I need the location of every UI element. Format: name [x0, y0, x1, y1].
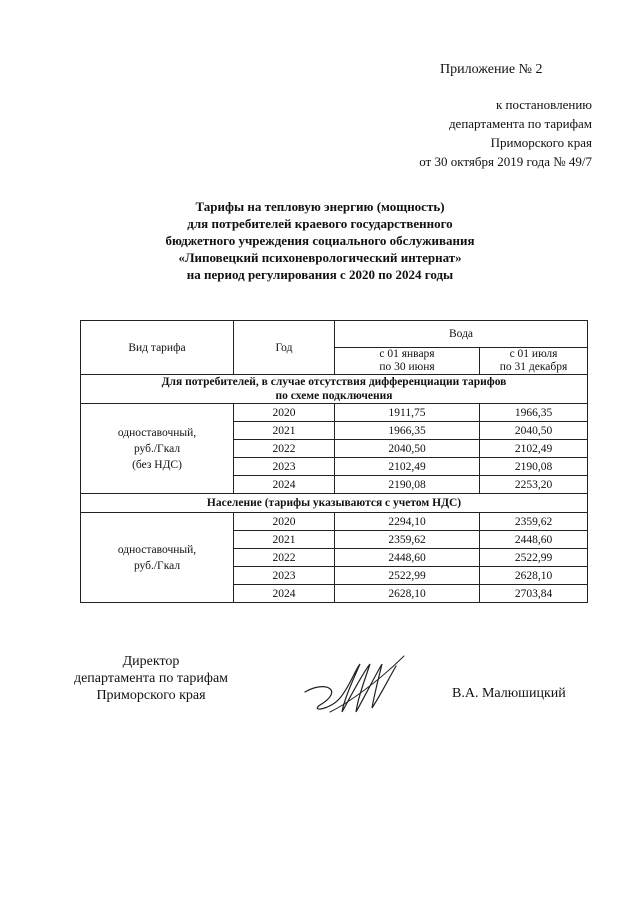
appendix-title: Приложение № 2 — [440, 62, 543, 77]
section-title-line: Для потребителей, в случае отсутствия дифференциации тарифов — [161, 376, 507, 388]
tariff-type-line: руб./Гкал — [133, 559, 181, 572]
tariff-value-first-half: 1911,75 — [335, 404, 480, 422]
appendix-ref-line: департамента по тарифам — [448, 116, 592, 131]
header-period-line: по 31 декабря — [499, 361, 568, 373]
tariff-table — [80, 320, 588, 603]
tariff-type-line: одноставочный, — [117, 426, 197, 439]
year-cell: 2022 — [234, 440, 335, 458]
header-period-first-half — [335, 348, 480, 375]
title-line: «Липовецкий психоневрологический интернат» — [178, 250, 462, 265]
tariff-type-cell — [81, 513, 234, 603]
tariff-value-second-half: 2359,62 — [480, 513, 588, 531]
tariff-value-first-half: 2448,60 — [335, 549, 480, 567]
appendix-ref-line: от 30 октября 2019 года № 49/7 — [419, 154, 592, 169]
title-line: Тарифы на тепловую энергию (мощность) — [195, 199, 445, 214]
header-period-line: с 01 июля — [509, 348, 558, 360]
title-line: на период регулирования с 2020 по 2024 годы — [186, 267, 454, 282]
year-cell: 2024 — [234, 476, 335, 494]
tariff-type-cell — [81, 404, 234, 494]
document-title — [120, 198, 520, 283]
signer-position-line: Директор — [122, 654, 180, 669]
header-period-line: с 01 января — [379, 348, 435, 360]
tariff-value-second-half: 2703,84 — [480, 585, 588, 603]
table-row — [81, 404, 588, 422]
year-cell: 2024 — [234, 585, 335, 603]
tariff-value-second-half: 2628,10 — [480, 567, 588, 585]
tariff-value-first-half: 2628,10 — [335, 585, 480, 603]
signer-position-line: департамента по тарифам — [73, 671, 229, 686]
handwritten-signature — [300, 650, 410, 725]
tariff-value-first-half: 2359,62 — [335, 531, 480, 549]
tariff-type-line: одноставочный, — [117, 543, 197, 556]
year-cell: 2020 — [234, 513, 335, 531]
tariff-value-first-half: 2522,99 — [335, 567, 480, 585]
signer-name: В.А. Малюшицкий — [452, 686, 566, 701]
tariff-value-first-half: 2102,49 — [335, 458, 480, 476]
tariff-value-second-half: 2522,99 — [480, 549, 588, 567]
tariff-value-second-half: 1966,35 — [480, 404, 588, 422]
tariff-type-line: (без НДС) — [132, 458, 182, 471]
year-cell: 2022 — [234, 549, 335, 567]
tariff-type-line: руб./Гкал — [133, 442, 181, 455]
tariff-value-second-half: 2190,08 — [480, 458, 588, 476]
header-period-second-half — [480, 348, 588, 375]
tariff-value-first-half: 1966,35 — [335, 422, 480, 440]
header-tariff-type: Вид тарифа — [81, 321, 234, 375]
signer-position — [62, 653, 240, 704]
tariff-value-second-half: 2253,20 — [480, 476, 588, 494]
appendix-ref-line: к постановлению — [495, 97, 592, 112]
tariff-value-first-half: 2040,50 — [335, 440, 480, 458]
year-cell: 2023 — [234, 567, 335, 585]
tariff-value-second-half: 2448,60 — [480, 531, 588, 549]
signer-position-line: Приморского края — [96, 688, 206, 703]
table-row — [81, 513, 588, 531]
tariff-value-second-half: 2102,49 — [480, 440, 588, 458]
section-title-line: по схеме подключения — [275, 390, 393, 402]
year-cell: 2021 — [234, 531, 335, 549]
year-cell: 2023 — [234, 458, 335, 476]
year-cell: 2020 — [234, 404, 335, 422]
title-line: для потребителей краевого государственного — [187, 216, 453, 231]
appendix-ref-line: Приморского края — [490, 135, 592, 150]
header-water: Вода — [335, 321, 588, 348]
tariff-value-first-half: 2294,10 — [335, 513, 480, 531]
section-title — [81, 375, 588, 404]
title-line: бюджетного учреждения социального обслуживания — [165, 233, 475, 248]
year-cell: 2021 — [234, 422, 335, 440]
section-title-line: Население (тарифы указываются с учетом НДС) — [206, 497, 462, 509]
header-period-line: по 30 июня — [379, 361, 435, 373]
section-title — [81, 494, 588, 513]
appendix-reference — [380, 95, 592, 171]
tariff-value-first-half: 2190,08 — [335, 476, 480, 494]
tariff-value-second-half: 2040,50 — [480, 422, 588, 440]
header-year: Год — [234, 321, 335, 375]
